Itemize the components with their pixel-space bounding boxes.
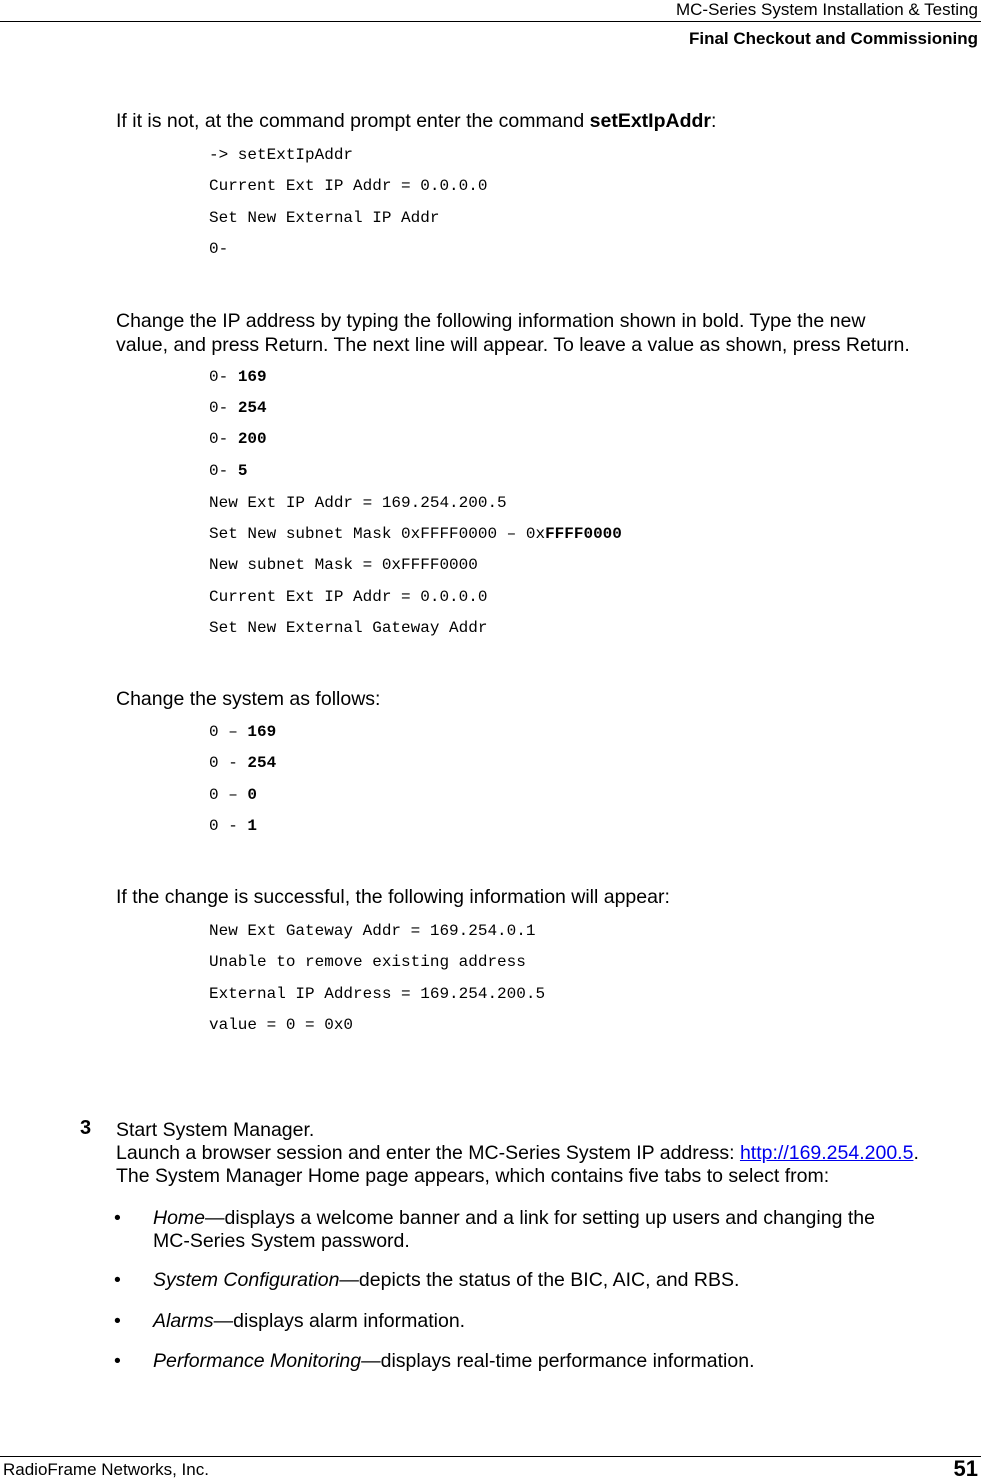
launch-text: Launch a browser session and enter the MC-Series System IP address:: [116, 1142, 740, 1164]
step-number: 3: [80, 1117, 92, 1139]
code-line: [209, 754, 276, 772]
code-value: 169: [237, 368, 267, 386]
code-prefix: 0 –: [209, 723, 248, 741]
step-title: Start System Manager.: [116, 1119, 315, 1141]
intro-paragraph: [116, 110, 716, 132]
code-line: New Ext Gateway Addr = 169.254.0.1: [209, 922, 536, 940]
code-value: 169: [247, 723, 277, 741]
change-system-text: Change the system as follows:: [116, 688, 381, 710]
code-line: [209, 462, 247, 480]
code-line: [209, 723, 276, 741]
bullet-term: System Configuration: [153, 1269, 340, 1291]
intro-colon: :: [711, 110, 717, 132]
code-prefix: 0-: [209, 430, 238, 448]
header-subtitle: Final Checkout and Commissioning: [688, 29, 978, 48]
code-line: [209, 368, 267, 386]
bullet-icon: •: [114, 1207, 121, 1229]
code-value: 1: [247, 817, 258, 835]
code-prefix: 0-: [209, 462, 238, 480]
tabs-intro: The System Manager Home page appears, which contains five tabs to select from:: [116, 1165, 830, 1187]
code-line: Set New External IP Addr: [209, 209, 440, 227]
bullet-icon: •: [114, 1269, 121, 1291]
launch-period: .: [913, 1142, 919, 1164]
bullet-term: Performance Monitoring: [153, 1350, 362, 1372]
bullet-term: Alarms: [153, 1310, 214, 1332]
code-line: [209, 786, 257, 804]
code-line: Set New External Gateway Addr: [209, 619, 488, 637]
code-line: [209, 525, 622, 543]
intro-text: If it is not, at the command prompt enter the command: [116, 110, 590, 132]
code-prefix: 0-: [209, 399, 238, 417]
intro-command: setExtIpAddr: [589, 110, 711, 132]
footer-company: RadioFrame Networks, Inc.: [3, 1460, 209, 1479]
code-line: Current Ext IP Addr = 0.0.0.0: [209, 177, 488, 195]
code-line: Unable to remove existing address: [209, 953, 526, 971]
change-ip-line1: Change the IP address by typing the following information shown in bold. Type the new: [116, 310, 866, 332]
code-prefix: 0-: [209, 368, 238, 386]
code-line: -> setExtIpAddr: [209, 146, 354, 164]
system-ip-link[interactable]: http://169.254.200.5: [739, 1142, 914, 1164]
code-line: External IP Address = 169.254.200.5: [209, 985, 546, 1003]
bullet-desc: —displays alarm information.: [213, 1310, 466, 1332]
code-line: New subnet Mask = 0xFFFF0000: [209, 556, 478, 574]
bullet-desc: —displays real-time performance information.: [361, 1350, 755, 1372]
code-value: 5: [237, 462, 248, 480]
header-title: MC-Series System Installation & Testing: [675, 0, 978, 19]
code-line: [209, 430, 267, 448]
code-prefix: 0 -: [209, 754, 248, 772]
code-prefix: 0 -: [209, 817, 248, 835]
bullet-item-alarms: [153, 1310, 465, 1333]
bullet-item-home-cont: MC-Series System password.: [153, 1230, 410, 1252]
bullet-item-system-configuration: [153, 1269, 739, 1292]
code-value: 254: [237, 399, 267, 417]
code-line: [209, 817, 257, 835]
code-line: [209, 399, 267, 417]
code-value: FFFF0000: [545, 525, 622, 543]
page-number: 51: [953, 1456, 978, 1481]
code-value: 0: [247, 786, 258, 804]
bullet-icon: •: [114, 1350, 121, 1372]
step-launch-text: [116, 1142, 919, 1164]
code-line: value = 0 = 0x0: [209, 1016, 354, 1034]
header-rule: [0, 21, 981, 22]
success-text: If the change is successful, the following information will appear:: [116, 886, 670, 908]
code-line: New Ext IP Addr = 169.254.200.5: [209, 494, 507, 512]
bullet-icon: •: [114, 1310, 121, 1332]
code-line: Current Ext IP Addr = 0.0.0.0: [209, 588, 488, 606]
bullet-desc: —displays a welcome banner and a link for setting up users and changing the: [205, 1207, 875, 1229]
code-value: 254: [247, 754, 277, 772]
bullet-item-home: [153, 1207, 875, 1230]
footer-rule: [0, 1456, 981, 1457]
bullet-desc: —depicts the status of the BIC, AIC, and RBS.: [339, 1269, 740, 1291]
code-prefix: Set New subnet Mask 0xFFFF0000 – 0x: [209, 525, 546, 543]
change-ip-line2: value, and press Return. The next line will appear. To leave a value as shown, press Return.: [116, 334, 910, 356]
code-line: 0-: [209, 240, 229, 258]
bullet-item-performance-monitoring: [153, 1350, 755, 1373]
bullet-term: Home: [153, 1207, 206, 1229]
code-value: 200: [237, 430, 267, 448]
code-prefix: 0 –: [209, 786, 248, 804]
